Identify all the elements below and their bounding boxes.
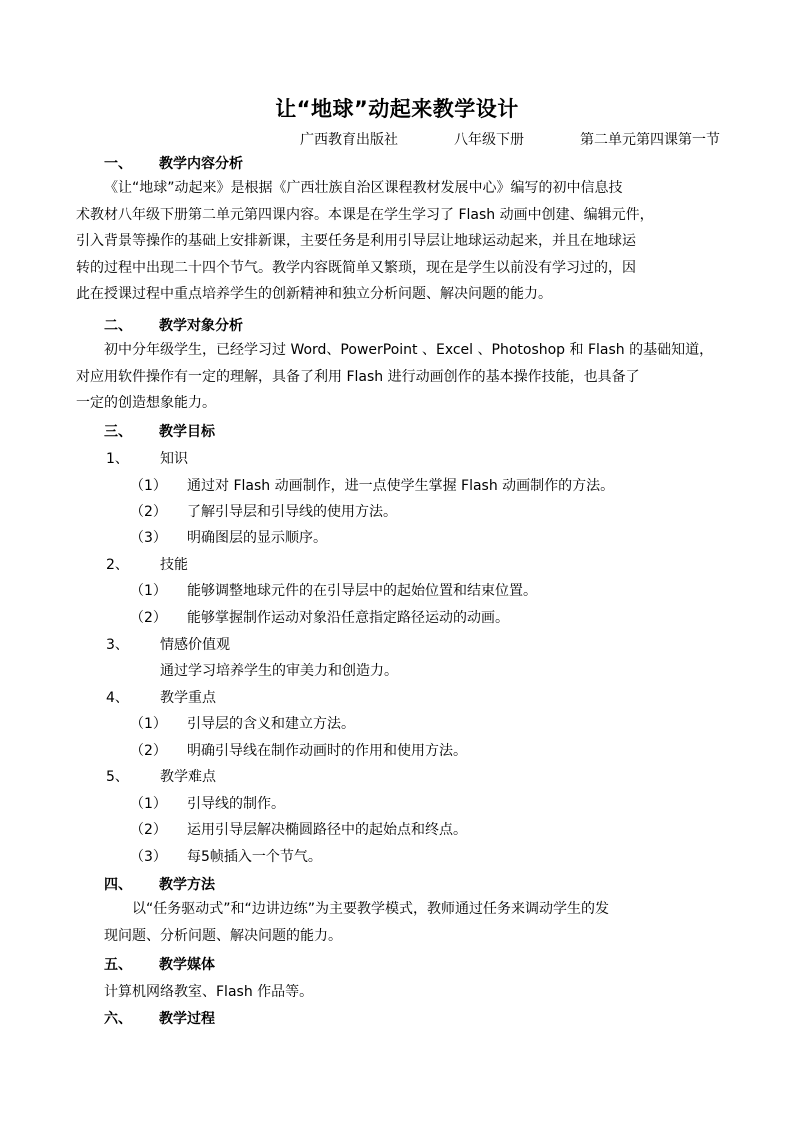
document-subtitle: [300, 129, 720, 149]
item-text: 引导线的制作。: [187, 796, 285, 812]
section-number: 一、: [104, 156, 132, 172]
grade: 八年级下册: [454, 132, 524, 148]
item-number: （2）: [130, 610, 167, 626]
goal-label: 教学难点: [160, 769, 216, 785]
goal-label: 知识: [160, 451, 188, 467]
paragraph-line: 引入背景等操作的基础上安排新课，主要任务是利用引导层让地球运动起来，并且在地球运: [76, 233, 636, 249]
item-number: （1）: [130, 583, 167, 599]
goal-number: 5、: [106, 769, 129, 785]
item-text: 能够调整地球元件的在引导层中的起始位置和结束位置。: [187, 583, 537, 599]
goal-label: 教学重点: [160, 690, 216, 706]
section-number: 五、: [104, 957, 132, 973]
goal-number: 2、: [106, 557, 129, 573]
paragraph-line: 此在授课过程中重点培养学生的创新精神和独立分析问题、解决问题的能力。: [76, 286, 552, 302]
section-2-body: [76, 337, 718, 417]
section-title: 教学方法: [159, 877, 215, 893]
goal-number: 4、: [106, 690, 129, 706]
paragraph-line: 一定的创造想象能力。: [76, 395, 216, 411]
goal-3-text: 通过学习培养学生的审美力和创造力。: [160, 663, 398, 679]
section-title: 教学媒体: [159, 957, 215, 973]
paragraph-line: 现问题、分析问题、解决问题的能力。: [104, 927, 342, 944]
section-5-body: 计算机网络教室、Flash 作品等。: [104, 984, 314, 1000]
section-1-body: [76, 175, 718, 308]
item-number: （2）: [130, 743, 167, 759]
unit: 第二单元第四课第一节: [580, 132, 720, 148]
page-title: 让“地球”动起来教学设计: [275, 97, 519, 121]
section-number: 六、: [104, 1011, 132, 1027]
section-title: 教学目标: [159, 424, 215, 440]
section-title: 教学内容分析: [159, 156, 243, 172]
item-text: 引导层的含义和建立方法。: [187, 716, 355, 732]
item-text: 了解引导层和引导线的使用方法。: [187, 504, 397, 520]
section-title: 教学过程: [159, 1011, 215, 1027]
paragraph-line: 转的过程中出现二十四个节气。教学内容既简单又繁琐，现在是学生以前没有学习过的，因: [76, 259, 636, 276]
item-number: （1）: [130, 478, 167, 494]
goal-number: 1、: [106, 451, 129, 467]
publisher: 广西教育出版社: [300, 132, 398, 148]
item-text: 通过对 Flash 动画制作，进一点使学生掌握 Flash 动画制作的方法。: [187, 478, 615, 494]
section-title: 教学对象分析: [159, 318, 243, 334]
item-text: 每5帧插入一个节气。: [187, 849, 322, 865]
paragraph-line: 《让“地球”动起来》是根据《广西壮族自治区课程教材发展中心》编写的初中信息技: [104, 180, 623, 196]
goal-number: 3、: [106, 637, 129, 653]
section-number: 三、: [104, 424, 132, 440]
paragraph-line: 对应用软件操作有一定的理解，具备了利用 Flash 进行动画创作的基本操作技能，也具备了: [76, 368, 640, 385]
goal-label: 情感价值观: [160, 637, 230, 653]
item-number: （3）: [130, 530, 167, 546]
paragraph-line: 以“任务驱动式”和“边讲边练”为主要教学模式，教师通过任务来调动学生的发: [132, 901, 610, 917]
goal-label: 技能: [160, 557, 188, 573]
item-text: 明确图层的显示顺序。: [187, 530, 327, 546]
paragraph-line: 初中分年级学生，已经学习过 Word、PowerPoint 、Excel 、Photoshop 和 Flash 的基础知道，: [104, 342, 714, 358]
section-4-body: [104, 896, 718, 949]
item-text: 明确引导线在制作动画时的作用和使用方法。: [187, 743, 467, 759]
item-number: （2）: [130, 822, 167, 838]
section-number: 四、: [104, 877, 132, 893]
item-text: 运用引导层解决椭圆路径中的起始点和终点。: [187, 822, 467, 838]
section-number: 二、: [104, 318, 132, 334]
item-text: 能够掌握制作运动对象沿任意指定路径运动的动画。: [187, 610, 509, 626]
item-number: （1）: [130, 796, 167, 812]
item-number: （3）: [130, 849, 167, 865]
item-number: （1）: [130, 716, 167, 732]
item-number: （2）: [130, 504, 167, 520]
paragraph-line: 术教材八年级下册第二单元第四课内容。本课是在学生学习了 Flash 动画中创建、编辑元件，: [76, 206, 654, 223]
